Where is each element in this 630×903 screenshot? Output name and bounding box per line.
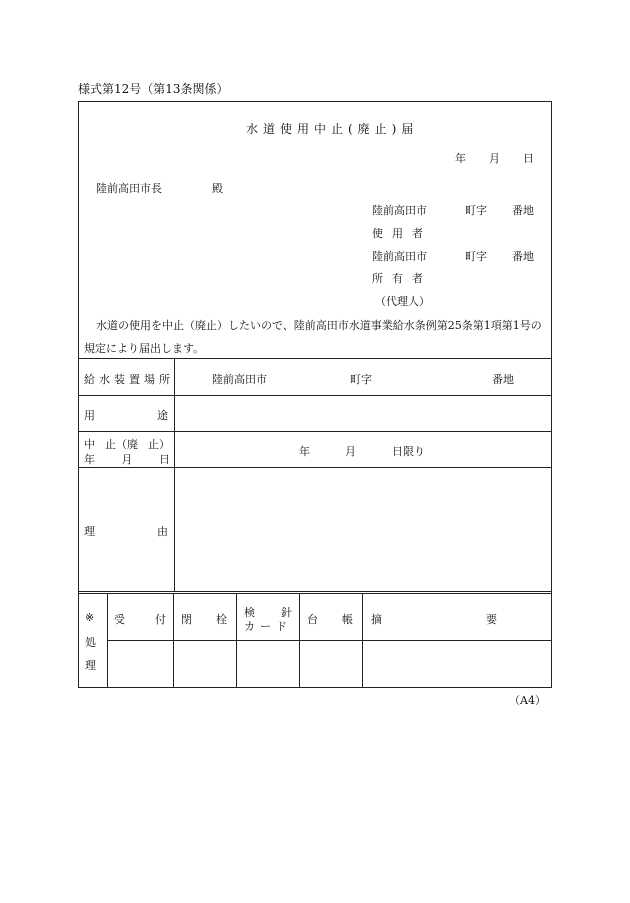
stop-date-label-part: 止） — [148, 438, 170, 451]
date-month: 月 — [489, 152, 500, 165]
row-divider — [78, 395, 552, 396]
col-meter-1: 検針 — [244, 606, 318, 619]
usage-label: 用途 — [84, 409, 230, 422]
stop-date-year: 年 — [299, 445, 310, 458]
proc-mark: ※ — [85, 611, 95, 624]
location-city: 陸前高田市 — [212, 373, 267, 386]
proc-header-divider — [107, 640, 552, 641]
form-number: 様式第12号（第13条関係） — [78, 82, 229, 96]
date-year: 年 — [455, 152, 466, 165]
stop-date-label-part: 止（廃 — [105, 438, 138, 451]
reason-label: 理由 — [84, 525, 230, 538]
user-address-city: 陸前高田市 — [372, 204, 427, 217]
owner-address-lot: 番地 — [512, 250, 534, 263]
location-town: 町字 — [350, 373, 372, 386]
owner-label: 所有者 — [372, 272, 432, 285]
stop-date-day-limit: 日限り — [392, 445, 425, 458]
owner-address-town: 町字 — [465, 250, 487, 263]
stop-date-label-line1 — [84, 436, 170, 452]
agent-label: （代理人） — [375, 295, 430, 308]
user-label: 使用者 — [372, 227, 432, 240]
statement-line-2: 規定により届出します。 — [84, 342, 205, 355]
row-divider — [78, 358, 552, 359]
location-label: 給水装置場所 — [84, 373, 174, 386]
stop-date-label-part: 月 — [121, 453, 133, 466]
row-divider — [78, 431, 552, 432]
statement-line-1: 水道の使用を中止（廃止）したいので、陸前高田市水道事業給水条例第25条第1項第1号の — [96, 319, 542, 332]
row-divider — [78, 593, 552, 594]
stop-date-month: 月 — [345, 445, 356, 458]
stop-date-label-line2 — [84, 451, 170, 467]
proc-label-2: 理 — [85, 659, 96, 672]
col-ledger: 台帳 — [307, 613, 377, 626]
stop-date-label-part: 日 — [159, 453, 170, 466]
col-summary: 摘要 — [371, 613, 601, 626]
user-address-town: 町字 — [465, 204, 487, 217]
paper-size: （A4） — [509, 694, 546, 707]
col-meter-2: カード — [244, 620, 292, 633]
addressee-name: 陸前高田市長 — [96, 182, 162, 195]
label-column-divider — [174, 358, 175, 591]
stop-date-label-part: 中 — [84, 438, 95, 451]
form-title: 水道使用中止(廃止)届 — [246, 122, 419, 136]
user-address-lot: 番地 — [512, 204, 534, 217]
location-lot: 番地 — [492, 373, 514, 386]
stop-date-label-part: 年 — [84, 453, 95, 466]
proc-label-1: 処 — [85, 636, 96, 649]
col-valve: 閉栓 — [181, 613, 251, 626]
row-divider — [78, 467, 552, 468]
row-divider — [78, 591, 552, 592]
date-day: 日 — [523, 152, 534, 165]
addressee-honorific: 殿 — [212, 182, 223, 195]
owner-address-city: 陸前高田市 — [372, 250, 427, 263]
col-receipt: 受付 — [114, 613, 196, 626]
